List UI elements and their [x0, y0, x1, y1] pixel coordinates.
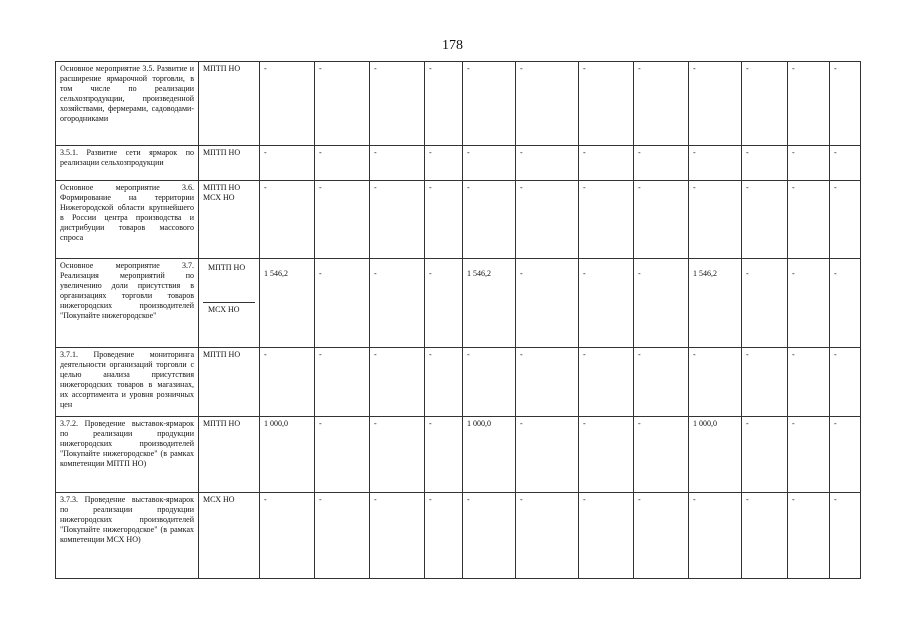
executor-name: МПТП НО: [203, 419, 241, 428]
value-cell: -: [788, 146, 830, 181]
value-cell: -: [689, 181, 742, 259]
executor-cell: [199, 417, 260, 493]
value-cell: -: [742, 146, 788, 181]
value-cell: -: [315, 181, 370, 259]
value-cell: -: [689, 146, 742, 181]
table-row: [56, 493, 861, 579]
value-cell: -: [788, 417, 830, 493]
activity-name-cell: Основное мероприятие 3.5. Развитие и расширение ярмарочной торговли, в том числе по реализации сельхозпродукции, произведенной хозяйствами, фермерами, садоводами-огородниками: [56, 62, 199, 146]
value-cell: -: [370, 417, 425, 493]
value-cell: -: [425, 348, 463, 417]
value-cell: -: [579, 348, 634, 417]
value-cell: 1 000,0: [260, 417, 315, 493]
value-cell: -: [634, 348, 689, 417]
executor-cell: [199, 259, 260, 348]
value-cell: -: [260, 146, 315, 181]
value-cell: -: [788, 348, 830, 417]
value-cell: -: [260, 348, 315, 417]
value-cell: -: [579, 493, 634, 579]
table-row: [56, 348, 861, 417]
value-cell: -: [830, 259, 861, 348]
value-cell: -: [634, 259, 689, 348]
executor-cell: [199, 62, 260, 146]
value-cell: -: [579, 146, 634, 181]
value-cell: 1 546,2: [463, 259, 516, 348]
value-cell: -: [830, 417, 861, 493]
value-cell: -: [516, 62, 579, 146]
value-cell: -: [634, 417, 689, 493]
value-cell: -: [370, 146, 425, 181]
value-cell: -: [315, 417, 370, 493]
value-cell: -: [463, 493, 516, 579]
value-cell: -: [370, 493, 425, 579]
executor-cell: [199, 146, 260, 181]
value-cell: -: [315, 493, 370, 579]
value-cell: -: [370, 181, 425, 259]
value-cell: -: [579, 181, 634, 259]
executor-name: МПТП НО: [203, 148, 241, 157]
value-cell: -: [315, 348, 370, 417]
executor-top: МПТП НО: [203, 261, 255, 303]
value-cell: -: [742, 62, 788, 146]
executor-cell: [199, 348, 260, 417]
value-cell: -: [788, 493, 830, 579]
value-cell: 1 546,2: [689, 259, 742, 348]
value-cell: -: [689, 348, 742, 417]
value-cell: 1 546,2: [260, 259, 315, 348]
value-cell: -: [516, 259, 579, 348]
value-cell: -: [425, 417, 463, 493]
value-cell: -: [425, 181, 463, 259]
value-cell: -: [689, 493, 742, 579]
value-cell: -: [425, 259, 463, 348]
value-cell: -: [370, 62, 425, 146]
table-row: [56, 181, 861, 259]
value-cell: -: [425, 493, 463, 579]
value-cell: -: [463, 146, 516, 181]
activity-name-cell: Основное мероприятие 3.7. Реализация мероприятий по увеличению доли присутствия в организациях торговли товаров нижегородских производителей "Покупайте нижегородское": [56, 259, 199, 348]
value-cell: -: [425, 146, 463, 181]
value-cell: -: [516, 348, 579, 417]
value-cell: -: [830, 493, 861, 579]
value-cell: -: [370, 259, 425, 348]
value-cell: -: [634, 181, 689, 259]
value-cell: -: [830, 62, 861, 146]
value-cell: -: [788, 259, 830, 348]
executor-bottom: МСХ НО: [208, 305, 240, 314]
executor-name: МСХ НО: [203, 193, 235, 202]
value-cell: -: [579, 417, 634, 493]
activity-name-cell: 3.7.2. Проведение выставок-ярмарок по реализации продукции нижегородских производителей "Покупайте нижегородское" (в рамках компетенции МПТП НО): [56, 417, 199, 493]
value-cell: -: [260, 493, 315, 579]
executor-cell: [199, 181, 260, 259]
value-cell: -: [788, 62, 830, 146]
value-cell: -: [634, 493, 689, 579]
value-cell: -: [425, 62, 463, 146]
activity-name-cell: 3.7.1. Проведение мониторинга деятельности организаций торговли с целью анализа присутствия нижегородских товаров в магазинах, их ассортимента и уровня розничных цен: [56, 348, 199, 417]
value-cell: 1 000,0: [463, 417, 516, 493]
value-cell: -: [516, 181, 579, 259]
value-cell: -: [463, 348, 516, 417]
value-cell: -: [634, 62, 689, 146]
value-cell: -: [742, 417, 788, 493]
value-cell: -: [742, 259, 788, 348]
value-cell: -: [742, 348, 788, 417]
value-cell: -: [689, 62, 742, 146]
program-financing-table: [55, 61, 861, 579]
table-row: [56, 417, 861, 493]
value-cell: -: [315, 146, 370, 181]
executor-name: МПТП НО: [203, 350, 241, 359]
value-cell: -: [634, 146, 689, 181]
value-cell: -: [742, 181, 788, 259]
value-cell: -: [315, 259, 370, 348]
value-cell: -: [788, 181, 830, 259]
value-cell: -: [463, 181, 516, 259]
value-cell: -: [579, 259, 634, 348]
value-cell: -: [742, 493, 788, 579]
value-cell: -: [516, 493, 579, 579]
executor-name: МПТП НО: [203, 183, 241, 192]
value-cell: -: [260, 62, 315, 146]
executor-name: МСХ НО: [203, 495, 235, 504]
table-row: [56, 259, 861, 348]
value-cell: -: [516, 146, 579, 181]
table-row: [56, 62, 861, 146]
value-cell: -: [830, 146, 861, 181]
value-cell: -: [830, 181, 861, 259]
activity-name-cell: Основное мероприятие 3.6. Формирование на территории Нижегородской области крупнейшего в России центра производства и дистрибуции товаров массового спроса: [56, 181, 199, 259]
value-cell: -: [830, 348, 861, 417]
value-cell: 1 000,0: [689, 417, 742, 493]
table-row: [56, 146, 861, 181]
value-cell: -: [370, 348, 425, 417]
value-cell: -: [463, 62, 516, 146]
value-cell: -: [579, 62, 634, 146]
executor-cell: [199, 493, 260, 579]
activity-name-cell: 3.7.3. Проведение выставок-ярмарок по реализации продукции нижегородских производителей "Покупайте нижегородское" (в рамках компетенции МСХ НО): [56, 493, 199, 579]
value-cell: -: [260, 181, 315, 259]
page-number: 178: [442, 38, 463, 53]
value-cell: -: [516, 417, 579, 493]
executor-name: МПТП НО: [203, 64, 241, 73]
value-cell: -: [315, 62, 370, 146]
activity-name-cell: 3.5.1. Развитие сети ярмарок по реализации сельхозпродукции: [56, 146, 199, 181]
